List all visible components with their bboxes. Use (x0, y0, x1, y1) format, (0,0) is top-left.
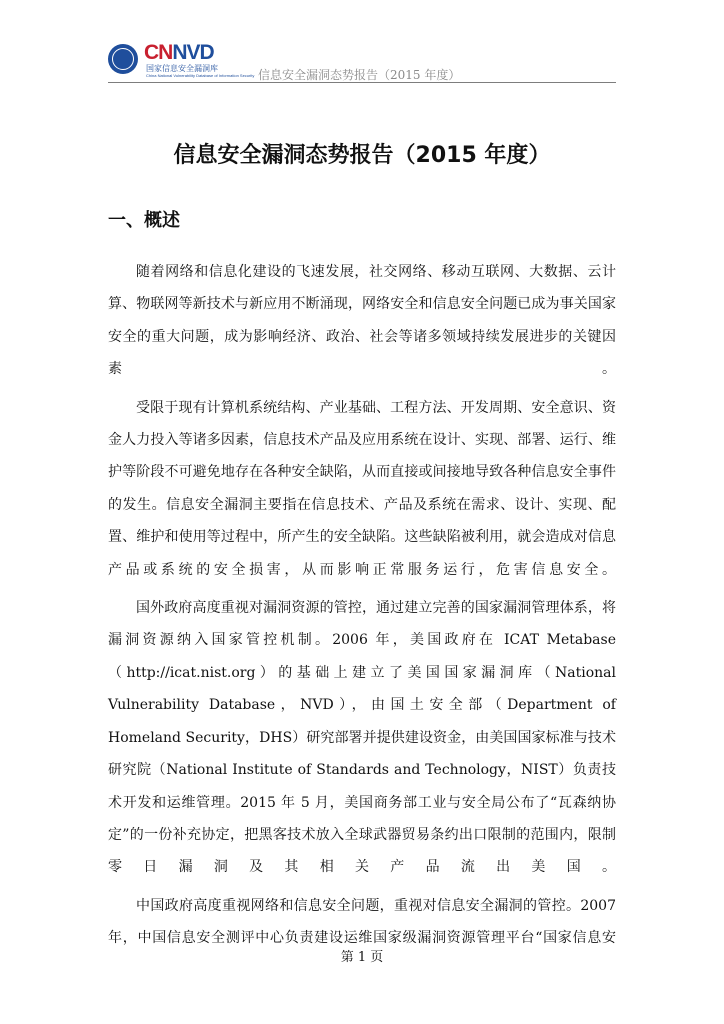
paragraph-4: 中国政府高度重视网络和信息安全问题，重视对信息安全漏洞的管控。2007 年，中国信息安全测评中心负责建设运维国家级漏洞资源管理平台“国家信息安 (108, 897, 616, 947)
header-divider (108, 82, 616, 83)
section-heading: 一、概述 (108, 210, 180, 231)
cnnvd-logo (108, 40, 255, 78)
paragraph-2: 受限于现有计算机系统结构、产业基础、工程方法、开发周期、安全意识、资金人力投入等诸多因素，信息技术产品及应用系统在设计、实现、部署、运行、维护等阶段不可避免地存在各种安全缺陷，从而直接或间接地导致各种信息安全事件的发生。信息安全漏洞主要指在信息技术、产品及系统在需求、设计、实现、配置、维护和使用等过程中，所产生的安全缺陷。这些缺陷被利用，就会造成对信息产品或系统的安全损害，从而影响正常服务运行，危害信息安全。 (108, 399, 616, 578)
page-number: 第 1 页 (340, 950, 384, 965)
logo-wordmark-cn: CN (144, 41, 173, 64)
paragraph-1: 随着网络和信息化建设的飞速发展，社交网络、移动互联网、大数据、云计算、物联网等新技术与新应用不断涌现，网络安全和信息安全问题已成为事关国家安全的重大问题，成为影响经济、政治、社会等诸多领域持续发展进步的关键因素。 (108, 264, 616, 378)
globe-icon (108, 44, 138, 74)
logo-org-name-en: China National Vulnerability Database of Information Security (146, 73, 255, 78)
logo-org-name: 国家信息安全漏洞库 (146, 64, 218, 73)
body-text (108, 256, 616, 961)
paragraph-3: 国外政府高度重视对漏洞资源的管控，通过建立完善的国家漏洞管理体系，将漏洞资源纳入国家管控机制。2006 年，美国政府在 ICAT Metabase（http://icat.nist.org）的基础上建立了美国国家漏洞库（National Vulnerability Database，NVD），由国土安全部（Department of Homeland Security，DHS）研究部署并提供建设资金，由美国国家标准与技术研究院（National Institute of Standards and Technology，NIST）负责技术开发和运维管理。2015 年 5 月，美国商务部工业与安全局公布了“瓦森纳协定”的一份补充协定，把黑客技术放入全球武器贸易条约出口限制的范围内，限制零日漏洞及其相关产品流出美国。 (108, 600, 616, 876)
logo-wordmark-nvd: NVD (172, 41, 214, 64)
running-header-title: 信息安全漏洞态势报告（2015 年度） (258, 68, 461, 82)
page-header (108, 40, 616, 80)
logo-wordmark (144, 42, 214, 64)
document-title: 信息安全漏洞态势报告（2015 年度） (173, 143, 551, 168)
